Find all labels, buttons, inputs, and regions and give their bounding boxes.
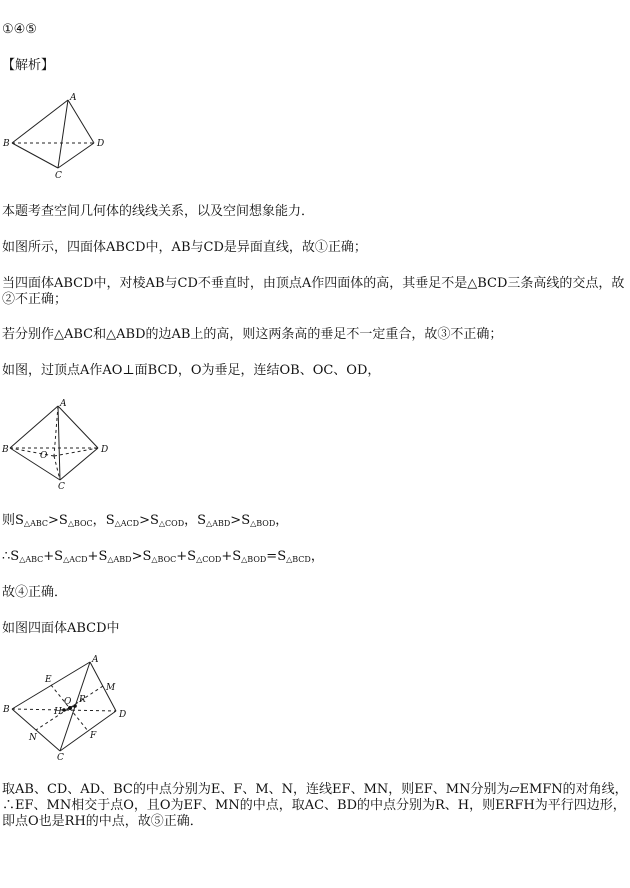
- area-inequalities: 则$S_{\triangle ABC}>S_{\triangle BOC}$，$S_{\triangle ACD}>S_{\triangle COD}$，$S_{\triangle ABD}>S_{\triangle BOD}$，: [2, 513, 289, 528]
- edge-cd: [60, 711, 116, 751]
- label-h: H: [54, 707, 62, 717]
- edge-ad: [68, 100, 94, 143]
- edge-ad: [58, 406, 98, 448]
- paragraph-8: 如图四面体ABCD中: [2, 621, 120, 636]
- paragraph-1: 如图所示，四面体ABCD中，AB与CD是异面直线，故①正确；: [2, 240, 367, 255]
- s-acd: $S_{\triangle ACD}$: [105, 513, 140, 528]
- intro-text: 本题考查空间几何体的线线关系，以及空间想象能力．: [2, 204, 315, 219]
- label-r: R: [79, 695, 86, 705]
- label-c: C: [58, 482, 65, 492]
- label-b: B: [2, 445, 9, 455]
- paragraph-2: 当四面体ABCD中，对棱AB与CD不垂直时，由顶点A作四面体的高，其垂足不是△BCD三条高线的交点，故②不正确；: [2, 276, 625, 307]
- edge-ac: [58, 100, 68, 168]
- label-a: A: [60, 399, 67, 409]
- paragraph-3: 若分别作△ABC和△ABD的边AB上的高，则这两条高的垂足不一定重合，故③不正确；: [2, 327, 503, 342]
- edge-bc: [12, 143, 58, 168]
- label-n: N: [29, 733, 37, 743]
- area-sum-inequality: $\therefore S_{\triangle ABC}+S_{\triangle ACD}+S_{\triangle ABD}>S_{\triangle BOC}+S_{\triangle COD}+S_{\triangle BOD}=S_{\triangle BCD}$，: [2, 549, 324, 564]
- figure-tetrahedron-2: [0, 398, 120, 492]
- s-abd: $S_{\triangle ABD}$: [197, 513, 231, 528]
- segment-ao: [54, 406, 58, 456]
- edge-ac: [58, 406, 60, 480]
- analysis-heading: 【解析】: [2, 58, 55, 73]
- prefix: 则: [2, 513, 16, 528]
- s-abc: $S_{\triangle ABC}$: [15, 513, 48, 528]
- point-r: [73, 704, 77, 708]
- label-o: O: [40, 451, 48, 461]
- label-d: D: [97, 139, 105, 149]
- edge-cd: [60, 448, 98, 480]
- label-e: E: [45, 675, 52, 685]
- label-a: A: [92, 655, 99, 665]
- label-f: F: [90, 731, 97, 741]
- point-h: [62, 708, 66, 712]
- label-m: M: [106, 683, 116, 693]
- paragraph-7: 故④正确．: [2, 585, 68, 600]
- label-c: C: [55, 171, 62, 181]
- edge-cd: [58, 143, 94, 168]
- label-o: O: [64, 697, 72, 707]
- paragraph-4: 如图，过顶点A作AO⊥面BCD，O为垂足，连结OB、OC、OD，: [2, 363, 381, 378]
- label-d: D: [101, 445, 109, 455]
- label-d: D: [119, 710, 127, 720]
- label-c: C: [57, 753, 64, 763]
- s-cod: $S_{\triangle COD}$: [149, 513, 185, 528]
- label-b: B: [3, 705, 10, 715]
- s-boc: $S_{\triangle BOC}$: [58, 513, 93, 528]
- paragraph-9: 取AB、CD、AD、BC的中点分别为E、F、M、N，连线EF、MN，则EF、MN分别为▱EMFN的对角线，∴EF、MN相交于点O，且O为EF、MN的中点，取AC、BD的中点分别为R、H，则ERFH为平行四边形，即点O也是RH的中点，故⑤正确．: [2, 782, 628, 829]
- s-bod: $S_{\triangle BOD}$: [241, 513, 276, 528]
- edge-ab: [12, 100, 68, 143]
- segment-od: [54, 448, 98, 456]
- answer: ①④⑤: [2, 22, 37, 37]
- figure-tetrahedron-1: [0, 93, 120, 181]
- label-a: A: [70, 93, 77, 103]
- edge-ab: [10, 406, 58, 448]
- figure-tetrahedron-3: [0, 654, 135, 762]
- label-b: B: [3, 139, 10, 149]
